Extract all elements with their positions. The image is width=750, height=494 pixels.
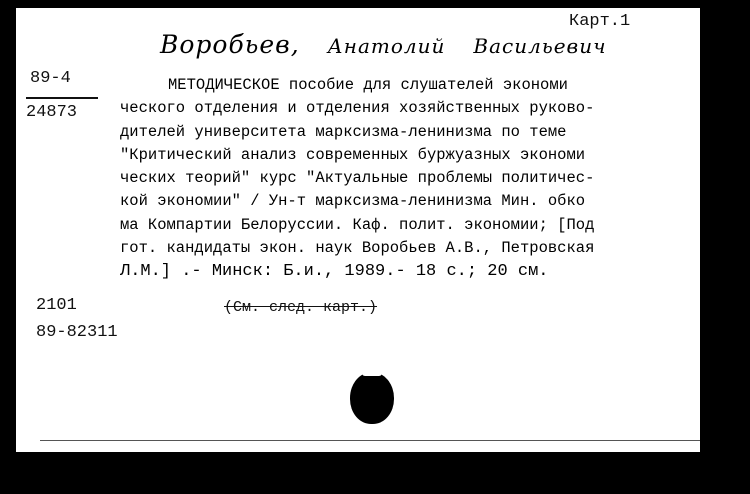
index-top: 89-4 <box>30 69 71 88</box>
body-line: Л.М.] .- Минск: Б.и., 1989.- 18 с.; 20 см. <box>120 262 549 282</box>
body-line: гот. кандидаты экон. наук Воробьев А.В., Петровская <box>120 239 595 258</box>
author-patronymic: Васильевич <box>473 34 607 58</box>
card-punch-hole <box>350 372 394 424</box>
author-handwritten <box>160 30 635 59</box>
card-number: Карт.1 <box>569 12 631 31</box>
bibliographic-description <box>120 74 700 284</box>
body-line: "Критический анализ современных буржуазных экономи <box>120 145 586 164</box>
index-divider <box>26 97 98 99</box>
bottom-rule <box>40 440 700 441</box>
body-line: кой экономии" / Ун-т марксизма-ленинизма Мин. обко <box>120 192 586 211</box>
index-bottom: 24873 <box>26 103 78 122</box>
card-punch-hole-notch <box>362 370 382 376</box>
body-line: ческого отделения и отделения хозяйственных руково- <box>120 99 595 118</box>
body-line: ма Компартии Белоруссии. Каф. полит. экономии; [Под <box>120 215 595 234</box>
body-line: дителей университета марксизма-ленинизма по теме <box>120 122 567 141</box>
body-line: ческих теорий" курс "Актуальные проблемы политичес- <box>120 169 595 188</box>
catalog-card <box>16 8 700 452</box>
shelf-code: 2101 <box>36 296 77 315</box>
struck-note: (См. след. карт.) <box>224 299 378 316</box>
author-first-name: Анатолий <box>327 34 446 58</box>
accession-number: 89-82311 <box>36 323 118 342</box>
author-surname: Воробьев, <box>160 30 300 59</box>
body-line: МЕТОДИЧЕСКОЕ пособие для слушателей экономи <box>168 76 568 94</box>
